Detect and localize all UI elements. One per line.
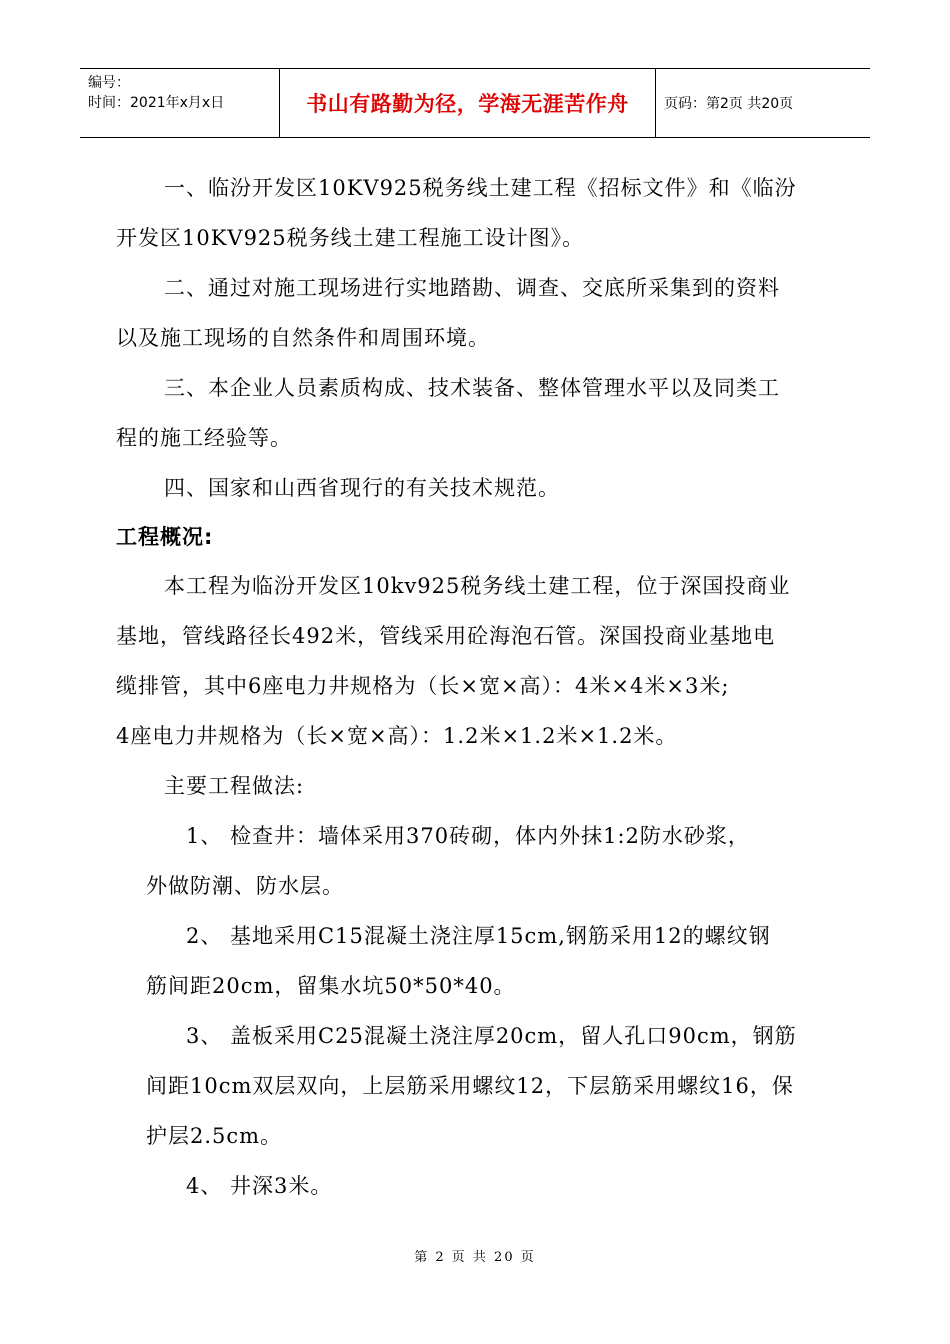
list-item-line: 护层2.5cm。: [146, 1124, 283, 1148]
paragraph-line: 本工程为临汾开发区10kv925税务线土建工程，位于深国投商业: [164, 574, 791, 598]
list-item-line: 2、 基地采用C15混凝土浇注厚15cm,钢筋采用12的螺纹钢: [186, 924, 771, 948]
paragraph-line: 缆排管，其中6座电力井规格为（长×宽×高）：4米×4米×3米;: [116, 674, 730, 698]
paragraph-line: 三、本企业人员素质构成、技术装备、整体管理水平以及同类工: [164, 376, 780, 400]
paragraph-line: 一、临汾开发区10KV925税务线土建工程《招标文件》和《临汾: [164, 176, 797, 200]
paragraph-line: 4座电力井规格为（长×宽×高）：1.2米×1.2米×1.2米。: [116, 724, 678, 748]
paragraph-line: 程的施工经验等。: [116, 426, 292, 450]
list-item-line: 筋间距20cm，留集水坑50*50*40。: [146, 974, 516, 998]
paragraph-line: 基地，管线路径长492米，管线采用砼海泡石管。深国投商业基地电: [116, 624, 776, 648]
paragraph-line: 开发区10KV925税务线土建工程施工设计图》。: [116, 226, 585, 250]
paragraph-line: 四、国家和山西省现行的有关技术规范。: [164, 476, 560, 500]
document-number: 编号：: [88, 75, 130, 91]
section-heading: 工程概况:: [116, 525, 214, 549]
page-header: [80, 68, 870, 138]
header-meta: [80, 69, 280, 137]
paragraph-line: 主要工程做法:: [164, 774, 305, 798]
header-motto: 书山有路勤为径，学海无涯苦作舟: [280, 69, 656, 137]
paragraph-line: 以及施工现场的自然条件和周围环境。: [116, 326, 490, 350]
list-item-line: 外做防潮、防水层。: [146, 874, 344, 898]
header-page-info: 页码：第2页 共20页: [664, 96, 794, 112]
list-item-line: 1、 检查井：墙体采用370砖砌，体内外抹1:2防水砂浆，: [186, 824, 750, 848]
paragraph-line: 二、通过对施工现场进行实地踏勘、调查、交底所采集到的资料: [164, 276, 780, 300]
page-footer: 第 2 页 共 20 页: [414, 1250, 536, 1265]
list-item-line: 3、 盖板采用C25混凝土浇注厚20cm，留人孔口90cm，钢筋: [186, 1024, 797, 1048]
document-date: 时间：2021年x月x日: [88, 95, 225, 111]
list-item-line: 4、 井深3米。: [186, 1174, 333, 1198]
list-item-line: 间距10cm双层双向，上层筋采用螺纹12，下层筋采用螺纹16，保: [146, 1074, 794, 1098]
